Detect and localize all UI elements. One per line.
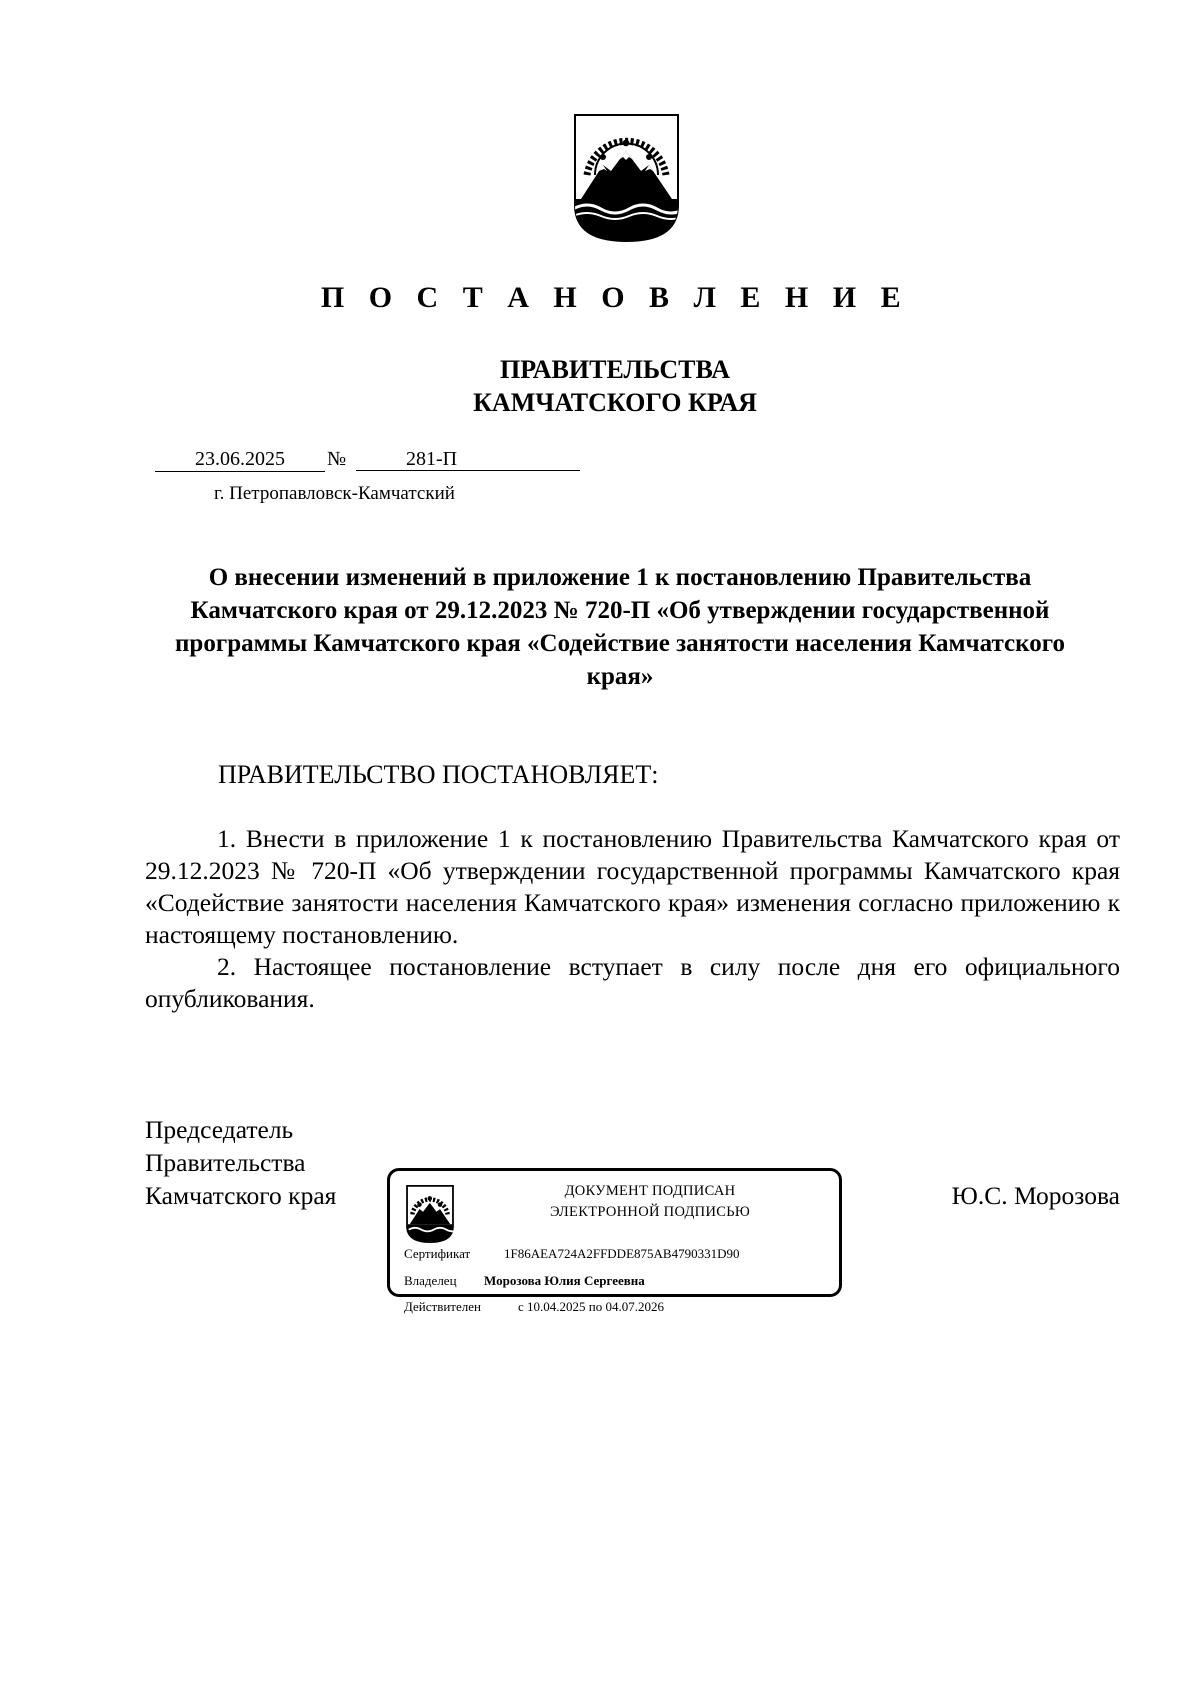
signer-name: Ю.С. Морозова xyxy=(951,1181,1120,1210)
stamp-certificate-row xyxy=(404,1245,739,1263)
owner-label: Владелец xyxy=(404,1273,457,1288)
signer-title-line-1: Председатель xyxy=(145,1115,294,1144)
document-number: 281-П xyxy=(356,446,580,471)
body-paragraph-2: 2. Настоящее постановление вступает в силу после дня его официального опубликования. xyxy=(145,952,1120,1013)
stamp-owner-row xyxy=(404,1272,645,1290)
stamp-heading-line-2: ЭЛЕКТРОННОЙ ПОДПИСЬЮ xyxy=(549,1204,751,1220)
validity-value: с 10.04.2025 по 04.07.2026 xyxy=(518,1299,664,1314)
document-date: 23.06.2025 xyxy=(155,446,325,472)
validity-label: Действителен xyxy=(404,1299,481,1314)
document-type-heading: П О С Т А Н О В Л Е Н И Е xyxy=(320,281,910,314)
date-number-line xyxy=(155,446,580,474)
signer-title xyxy=(145,1113,336,1212)
signer-title-line-3: Камчатского края xyxy=(145,1181,337,1210)
decree-phrase: ПРАВИТЕЛЬСТВО ПОСТАНОВЛЯЕТ: xyxy=(218,760,659,789)
body-paragraph-1: 1. Внести в приложение 1 к постановлению Правительства Камчатского края от 29.12.2023 № 720-П «Об утверждении государственной программы Камчатского края «Содействие занятости населения Камчатского края» изменения согласно приложению к настоящему постановлению. xyxy=(145,824,1120,949)
electronic-signature-stamp xyxy=(387,1168,842,1314)
document-subject: О внесении изменений в приложение 1 к постановлению Правительства Камчатского края от 29.12.2023 № 720-П «Об утверждении государственной программы Камчатского края «Содействие занятости населения Камчатского края» xyxy=(175,564,1065,690)
issuer-heading xyxy=(0,353,1200,419)
stamp-heading-line-1: ДОКУМЕНТ ПОДПИСАН xyxy=(564,1183,736,1199)
stamp-heading xyxy=(470,1181,830,1223)
stamp-validity-row xyxy=(404,1298,664,1316)
issuer-line-2: КАМЧАТСКОГО КРАЯ xyxy=(473,388,757,417)
document-body xyxy=(145,823,1120,1015)
owner-value: Морозова Юлия Сергеевна xyxy=(484,1273,645,1288)
coat-of-arms-icon xyxy=(573,113,680,243)
issuer-line-1: ПРАВИТЕЛЬСТВА xyxy=(500,355,730,384)
number-sign: № xyxy=(327,448,347,470)
city: г. Петропавловск-Камчатский xyxy=(214,483,455,504)
certificate-label: Сертификат xyxy=(404,1246,471,1261)
stamp-coat-of-arms-icon xyxy=(406,1185,454,1243)
certificate-value: 1F86AEA724A2FFDDE875AB4790331D90 xyxy=(504,1246,740,1261)
signer-title-line-2: Правительства xyxy=(145,1148,306,1177)
